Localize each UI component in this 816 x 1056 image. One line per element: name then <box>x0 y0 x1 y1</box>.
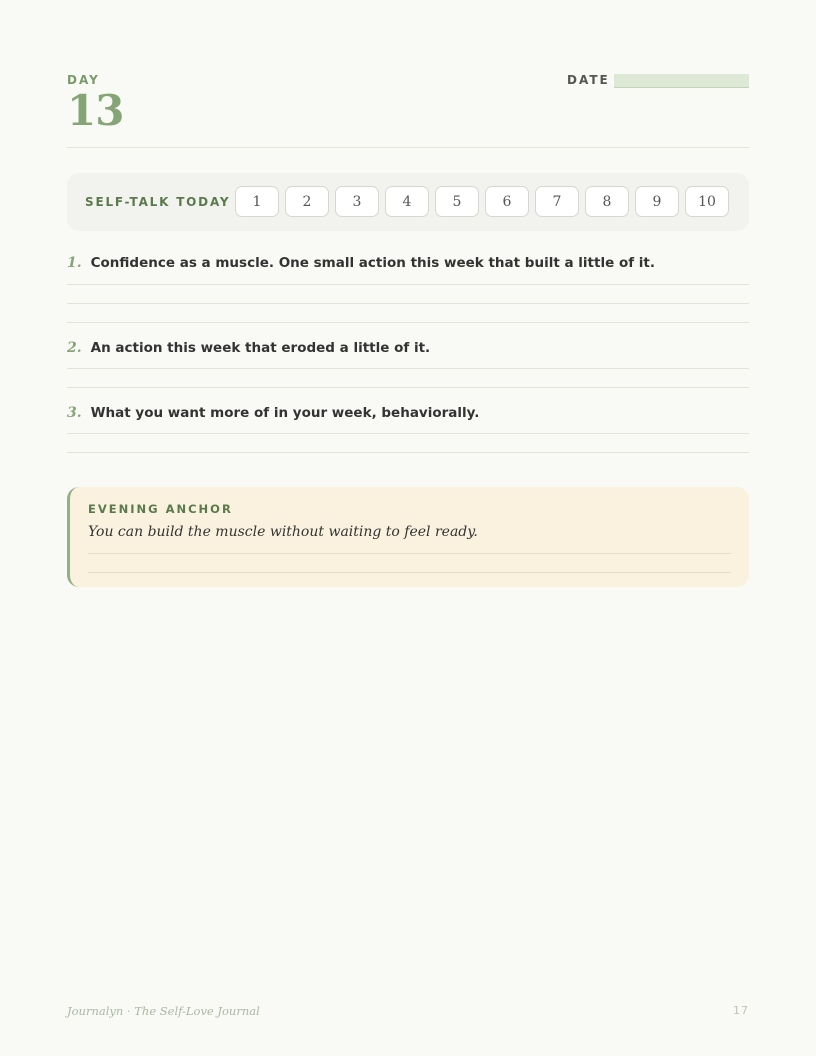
rating-option-8[interactable]: 8 <box>585 186 629 217</box>
writing-line[interactable] <box>88 572 731 573</box>
journal-page <box>67 0 749 1056</box>
rating-option-4[interactable]: 4 <box>385 186 429 217</box>
page-number: 17 <box>733 1004 749 1017</box>
header-divider <box>67 147 749 148</box>
prompt-3 <box>67 405 749 421</box>
date-label: DATE <box>567 73 610 87</box>
writing-line[interactable] <box>88 553 731 554</box>
writing-line[interactable] <box>67 284 749 285</box>
writing-line[interactable] <box>67 433 749 434</box>
rating-option-6[interactable]: 6 <box>485 186 529 217</box>
date-field[interactable] <box>614 74 749 88</box>
prompt-number: 1. <box>67 255 82 271</box>
rating-option-2[interactable]: 2 <box>285 186 329 217</box>
prompt-number: 3. <box>67 405 82 421</box>
self-talk-label: SELF-TALK TODAY <box>85 195 231 209</box>
rating-option-3[interactable]: 3 <box>335 186 379 217</box>
day-label: DAY <box>67 73 100 87</box>
writing-line[interactable] <box>67 452 749 453</box>
rating-option-5[interactable]: 5 <box>435 186 479 217</box>
prompt-2 <box>67 340 749 356</box>
self-talk-rating <box>67 173 749 231</box>
rating-option-1[interactable]: 1 <box>235 186 279 217</box>
prompt-text: An action this week that eroded a little of it. <box>90 340 431 356</box>
prompt-text: What you want more of in your week, behaviorally. <box>90 405 480 421</box>
rating-scale <box>235 186 729 217</box>
rating-option-10[interactable]: 10 <box>685 186 729 217</box>
evening-anchor-card <box>67 487 749 587</box>
writing-line[interactable] <box>67 322 749 323</box>
rating-option-7[interactable]: 7 <box>535 186 579 217</box>
rating-option-9[interactable]: 9 <box>635 186 679 217</box>
prompt-text: Confidence as a muscle. One small action this week that built a little of it. <box>90 255 655 271</box>
anchor-quote: You can build the muscle without waiting to feel ready. <box>88 524 478 540</box>
prompt-number: 2. <box>67 340 82 356</box>
day-number: 13 <box>67 86 124 135</box>
writing-line[interactable] <box>67 368 749 369</box>
writing-line[interactable] <box>67 303 749 304</box>
footer-title: Journalyn · The Self-Love Journal <box>67 1004 260 1018</box>
prompt-1 <box>67 255 749 271</box>
anchor-label: EVENING ANCHOR <box>88 502 233 516</box>
writing-line[interactable] <box>67 387 749 388</box>
